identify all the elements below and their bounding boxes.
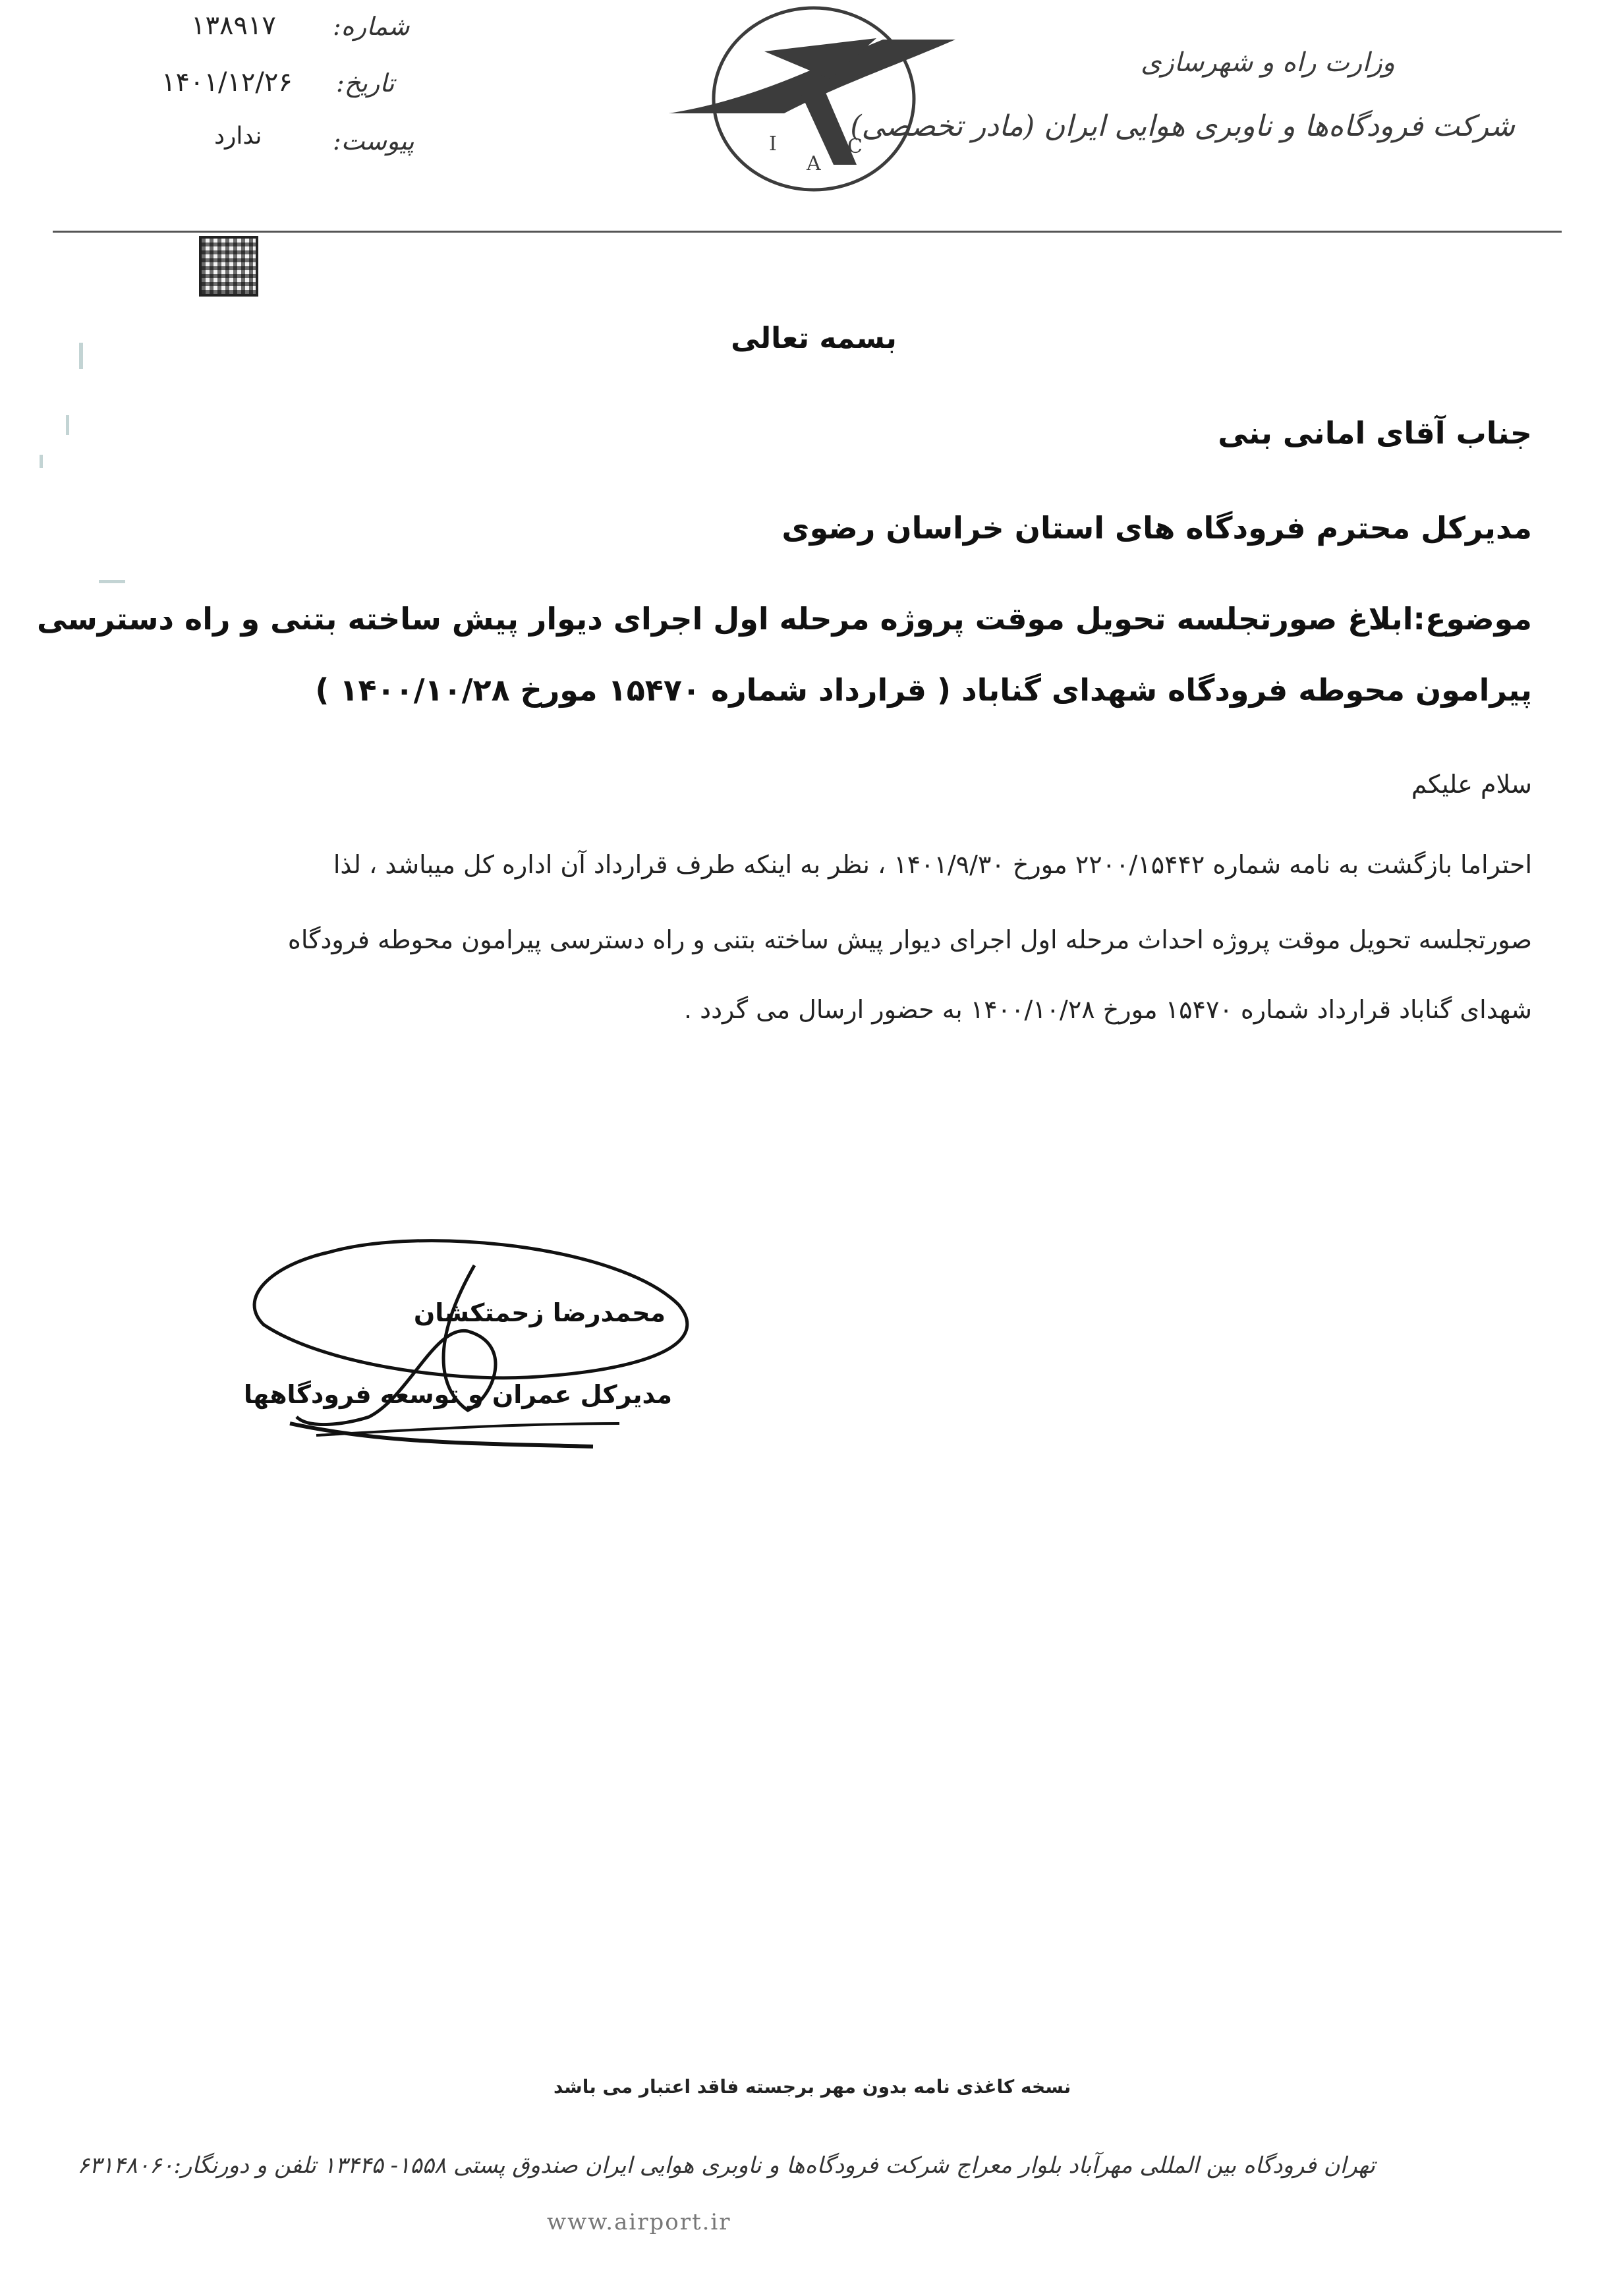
- header-divider: [53, 231, 1562, 233]
- logo-letter-i: I: [769, 132, 777, 156]
- footer-website[interactable]: www.airport.ir: [547, 2209, 731, 2235]
- greeting: سلام علیکم: [1411, 770, 1532, 799]
- body-line-2: صورتجلسه تحویل موقت پروژه احداث مرحله اول اجرای دیوار پیش ساخته بتنی و راه دسترسی پیرامون محوطه فرودگاه: [287, 925, 1532, 954]
- logo-letter-a: A: [807, 152, 821, 175]
- subject-line-1: موضوع:ابلاغ صورتجلسه تحویل موقت پروژه مرحله اول اجرای دیوار پیش ساخته بتنی و راه دسترسی: [37, 601, 1532, 637]
- invocation: بسمه تعالی: [731, 322, 897, 355]
- attachment-label: پیوست:: [333, 127, 414, 156]
- body-line-3: شهدای گناباد قرارداد شماره ۱۵۴۷۰ مورخ ۱۴۰۰/۱۰/۲۸ به حضور ارسال می گردد .: [684, 995, 1532, 1024]
- date-value: ۱۴۰۱/۱۲/۲۶: [161, 67, 293, 98]
- qr-code: [199, 236, 258, 297]
- validity-note: نسخه کاغذی نامه بدون مهر برجسته فاقد اعتبار می باشد: [554, 2076, 1071, 2098]
- recipient-title: مدیرکل محترم فرودگاه های استان خراسان رضوی: [781, 510, 1532, 546]
- scan-speckle: [66, 415, 69, 435]
- body-line-1: احتراما بازگشت به نامه شماره ۲۲۰۰/۱۵۴۴۲ مورخ ۱۴۰۱/۹/۳۰ ، نظر به اینکه طرف قرارداد آن اداره کل میباشد ، لذا: [333, 850, 1532, 879]
- signature-block: [243, 1226, 712, 1476]
- company-name: شرکت فرودگاه‌ها و ناوبری هوایی ایران (مادر تخصصی): [850, 109, 1515, 143]
- number-label: شماره:: [333, 12, 410, 41]
- number-value: ۱۳۸۹۱۷: [191, 11, 276, 41]
- handwritten-signature: [250, 1226, 712, 1476]
- ministry-name: وزارت راه و شهرسازی: [1141, 47, 1395, 78]
- date-label: تاریخ:: [336, 69, 395, 98]
- letter-header: [0, 0, 1619, 237]
- attachment-value: ندارد: [214, 123, 262, 150]
- iac-logo: [666, 0, 962, 198]
- signatory-title: مدیرکل عمران و توسعه فرودگاهها: [243, 1380, 672, 1409]
- footer-address: تهران فرودگاه بین المللی مهرآباد بلوار معراج شرکت فرودگاه‌ها و ناوبری هوایی ایران صندوق پستی ۱۵۵۸- ۱۳۴۴۵ تلفن و دورنگار:۶۳۱۴۸۰۶۰: [77, 2152, 1375, 2179]
- scan-speckle: [99, 580, 125, 583]
- subject-line-2: پیرامون محوطه فرودگاه شهدای گناباد ( قرارداد شماره ۱۵۴۷۰ مورخ ۱۴۰۰/۱۰/۲۸ ): [315, 672, 1532, 708]
- logo-letter-c: C: [847, 135, 863, 158]
- recipient-name: جناب آقای امانی بنی: [1218, 415, 1532, 451]
- scan-speckle: [40, 455, 43, 468]
- scan-speckle: [79, 343, 83, 369]
- signatory-name: محمدرضا زحمتکشان: [413, 1298, 666, 1327]
